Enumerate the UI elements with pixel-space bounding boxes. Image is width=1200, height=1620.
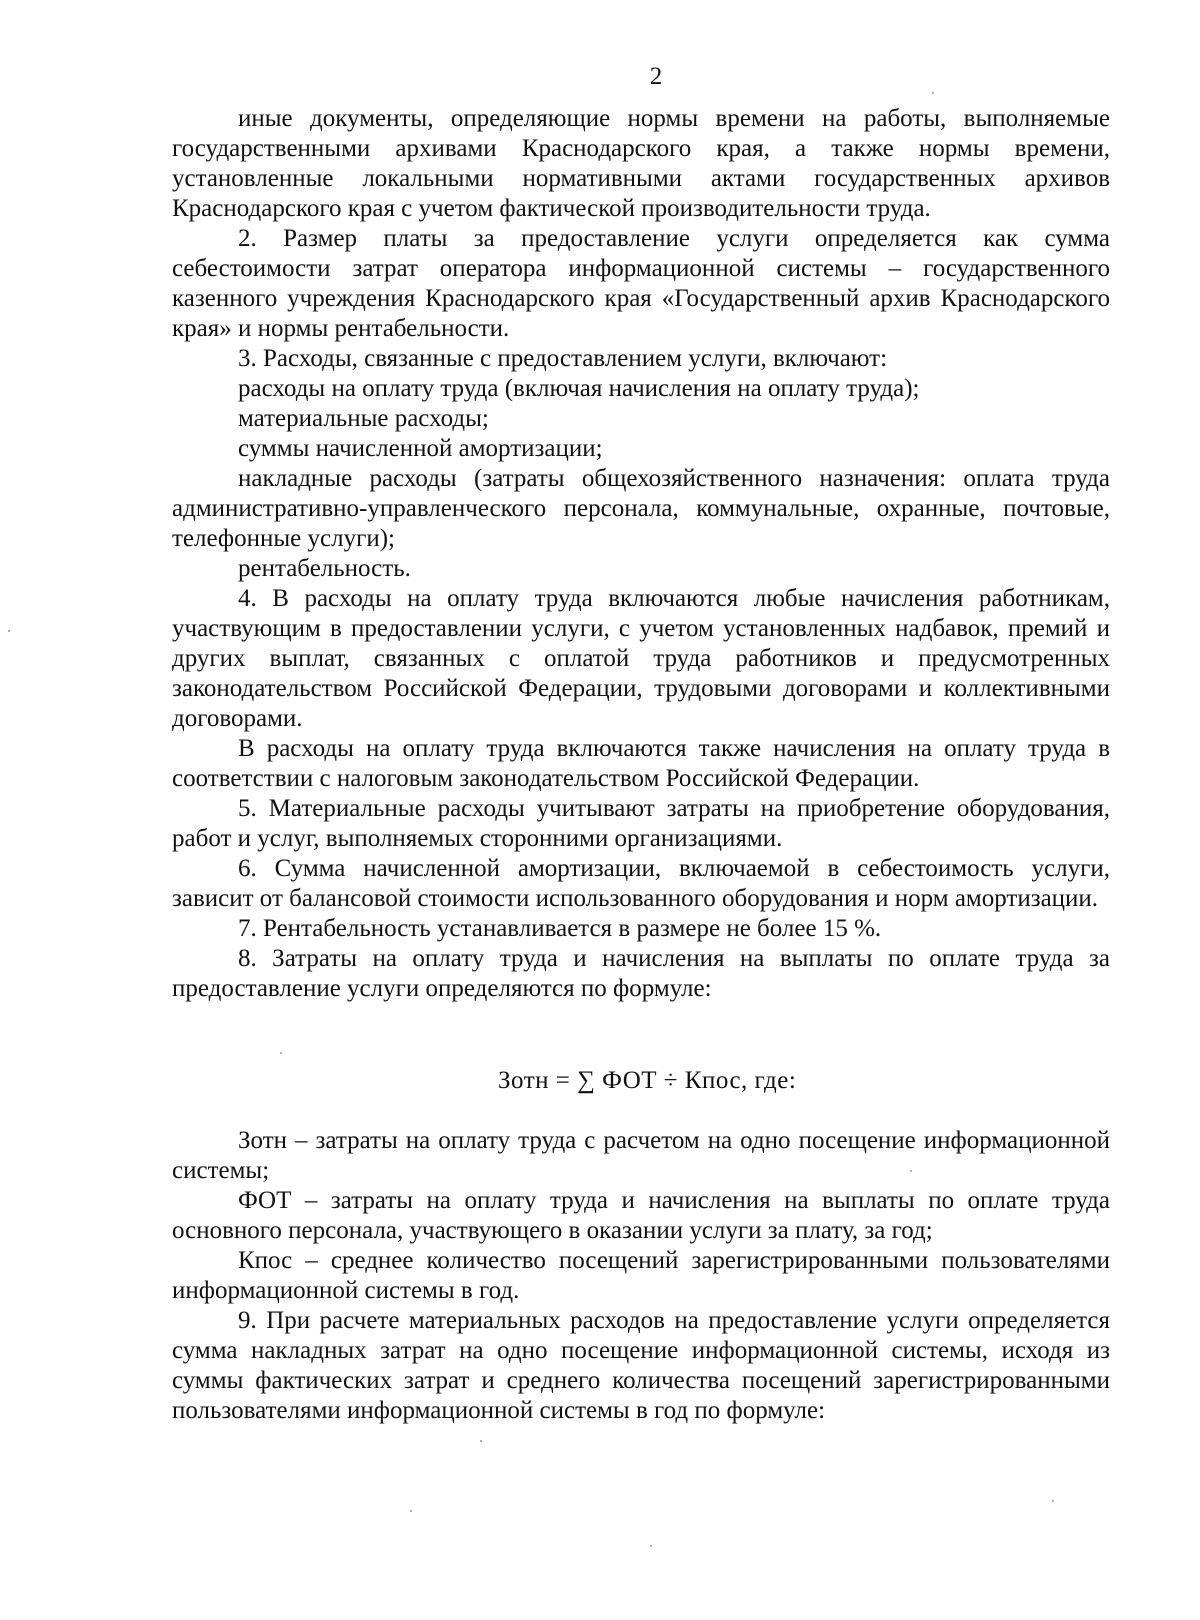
- paragraph-item-2: 2. Размер платы за предоставление услуги определяется как сумма себестоимости затрат оператора информационной системы – государственного казенного учреждения Краснодарского края «Государственный архив Краснодарского края» и нормы рентабельности.: [172, 225, 1110, 342]
- definition-kpos: Кпос – среднее количество посещений зарегистрированными пользователями информационной системы в год.: [172, 1247, 1110, 1304]
- list-item-depreciation: суммы начисленной амортизации;: [238, 435, 603, 462]
- paragraph-other-documents: иные документы, определяющие нормы времени на работы, выполняемые государственными архивами Краснодарского края, а также нормы времени, установленные локальными нормативными актами государственных архивов Краснодарского края с учетом фактической производительности труда.: [172, 105, 1110, 222]
- scan-speck: [480, 1440, 482, 1442]
- scan-speck: [910, 1170, 912, 1172]
- list-item-material-costs: материальные расходы;: [238, 405, 489, 432]
- paragraph-item-7: 7. Рентабельность устанавливается в размере не более 15 %.: [238, 915, 882, 942]
- paragraph-item-4-continued: В расходы на оплату труда включаются также начисления на оплату труда в соответствии с налоговым законодательством Российской Федерации.: [172, 735, 1110, 792]
- document-body: [172, 104, 1110, 1004]
- paragraph-item-4: 4. В расходы на оплату труда включаются любые начисления работникам, участвующим в предоставлении услуги, с учетом установленных надбавок, премий и других выплат, связанных с оплатой труда работников и предусмотренных законодательством Российской Федерации, трудовыми договорами и коллективными договорами.: [172, 585, 1110, 732]
- definition-zotn: Зотн – затраты на оплату труда с расчетом на одно посещение информационной системы;: [172, 1127, 1110, 1184]
- scan-speck: [1052, 1500, 1054, 1502]
- scan-speck: [932, 92, 934, 94]
- paragraph-item-8: 8. Затраты на оплату труда и начисления на выплаты по оплате труда за предоставление услуги определяются по формуле:: [172, 945, 1110, 1002]
- formula-definitions: [172, 1126, 1110, 1426]
- paragraph-item-9: 9. При расчете материальных расходов на предоставление услуги определяется сумма накладных затрат на одно посещение информационной системы, исходя из суммы фактических затрат и среднего количества посещений зарегистрированными пользователями информационной системы в год по формуле:: [172, 1307, 1110, 1424]
- scan-speck: [650, 1545, 652, 1547]
- scan-speck: [8, 630, 10, 632]
- paragraph-item-6: 6. Сумма начисленной амортизации, включаемой в себестоимость услуги, зависит от балансовой стоимости использованного оборудования и норм амортизации.: [172, 855, 1110, 912]
- list-item-overhead: накладные расходы (затраты общехозяйственного назначения: оплата труда административно-управленческого персонала, коммунальные, охранные, почтовые, телефонные услуги);: [172, 465, 1110, 552]
- definition-fot: ФОТ – затраты на оплату труда и начисления на выплаты по оплате труда основного персонала, участвующего в оказании услуги за плату, за год;: [172, 1187, 1110, 1244]
- list-item-labor-costs: расходы на оплату труда (включая начисления на оплату труда);: [238, 375, 920, 402]
- paragraph-item-3: 3. Расходы, связанные с предоставлением услуги, включают:: [238, 345, 888, 372]
- paragraph-item-5: 5. Материальные расходы учитывают затраты на приобретение оборудования, работ и услуг, выполняемых сторонними организациями.: [172, 795, 1110, 852]
- scan-speck: [280, 1052, 282, 1054]
- page-number: 2: [649, 63, 663, 90]
- labor-cost-formula: Зотн = ∑ ФОТ ÷ Кпос, где:: [498, 1067, 797, 1094]
- scan-speck: [410, 1510, 412, 1512]
- list-item-profitability: рентабельность.: [238, 555, 411, 582]
